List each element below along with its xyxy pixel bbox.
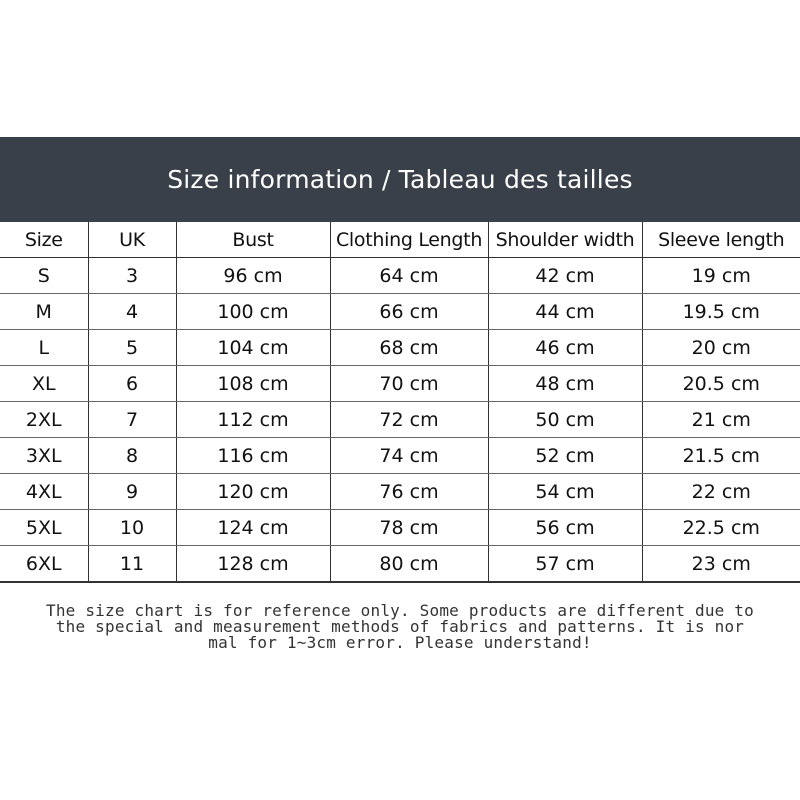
cell-shoulder-width: 42 cm bbox=[488, 258, 642, 294]
cell-size: S bbox=[0, 258, 88, 294]
cell-clothing-length: 76 cm bbox=[330, 474, 488, 510]
table-row bbox=[0, 402, 800, 438]
cell-uk: 4 bbox=[88, 294, 176, 330]
table-row bbox=[0, 330, 800, 366]
title-separator: / bbox=[381, 165, 391, 194]
cell-bust: 108 cm bbox=[176, 366, 330, 402]
cell-shoulder-width: 56 cm bbox=[488, 510, 642, 546]
cell-uk: 9 bbox=[88, 474, 176, 510]
column-header-clothing-length: Clothing Length bbox=[330, 222, 488, 258]
cell-clothing-length: 64 cm bbox=[330, 258, 488, 294]
cell-bust: 104 cm bbox=[176, 330, 330, 366]
cell-bust: 124 cm bbox=[176, 510, 330, 546]
cell-bust: 100 cm bbox=[176, 294, 330, 330]
table-header-row bbox=[0, 222, 800, 258]
cell-shoulder-width: 54 cm bbox=[488, 474, 642, 510]
cell-sleeve-length: 20.5 cm bbox=[642, 366, 800, 402]
cell-shoulder-width: 46 cm bbox=[488, 330, 642, 366]
cell-uk: 10 bbox=[88, 510, 176, 546]
title-english: Size information bbox=[167, 165, 374, 194]
cell-sleeve-length: 19 cm bbox=[642, 258, 800, 294]
column-header-sleeve-length: Sleeve length bbox=[642, 222, 800, 258]
cell-size: 6XL bbox=[0, 546, 88, 583]
column-header-size: Size bbox=[0, 222, 88, 258]
cell-shoulder-width: 50 cm bbox=[488, 402, 642, 438]
cell-clothing-length: 70 cm bbox=[330, 366, 488, 402]
cell-size: M bbox=[0, 294, 88, 330]
title-french: Tableau des tailles bbox=[398, 165, 633, 194]
cell-uk: 7 bbox=[88, 402, 176, 438]
cell-sleeve-length: 22.5 cm bbox=[642, 510, 800, 546]
column-header-shoulder-width: Shoulder width bbox=[488, 222, 642, 258]
cell-uk: 5 bbox=[88, 330, 176, 366]
cell-shoulder-width: 52 cm bbox=[488, 438, 642, 474]
cell-size: L bbox=[0, 330, 88, 366]
cell-uk: 8 bbox=[88, 438, 176, 474]
cell-uk: 11 bbox=[88, 546, 176, 583]
cell-clothing-length: 72 cm bbox=[330, 402, 488, 438]
table-row bbox=[0, 366, 800, 402]
cell-sleeve-length: 23 cm bbox=[642, 546, 800, 583]
table-row bbox=[0, 294, 800, 330]
cell-sleeve-length: 20 cm bbox=[642, 330, 800, 366]
note-line-1: The size chart is for reference only. Some products are different due to bbox=[46, 601, 754, 620]
cell-uk: 6 bbox=[88, 366, 176, 402]
cell-bust: 120 cm bbox=[176, 474, 330, 510]
cell-size: 5XL bbox=[0, 510, 88, 546]
cell-clothing-length: 66 cm bbox=[330, 294, 488, 330]
cell-bust: 112 cm bbox=[176, 402, 330, 438]
cell-clothing-length: 78 cm bbox=[330, 510, 488, 546]
cell-bust: 128 cm bbox=[176, 546, 330, 583]
table-row bbox=[0, 258, 800, 294]
cell-size: 4XL bbox=[0, 474, 88, 510]
page-title bbox=[167, 165, 633, 194]
cell-shoulder-width: 48 cm bbox=[488, 366, 642, 402]
table-row bbox=[0, 474, 800, 510]
cell-shoulder-width: 44 cm bbox=[488, 294, 642, 330]
cell-size: 3XL bbox=[0, 438, 88, 474]
column-header-bust: Bust bbox=[176, 222, 330, 258]
cell-clothing-length: 74 cm bbox=[330, 438, 488, 474]
note-line-2: the special and measurement methods of fabrics and patterns. It is nor bbox=[55, 617, 745, 636]
reference-note bbox=[0, 603, 800, 651]
cell-size: 2XL bbox=[0, 402, 88, 438]
cell-sleeve-length: 22 cm bbox=[642, 474, 800, 510]
cell-shoulder-width: 57 cm bbox=[488, 546, 642, 583]
size-table-container bbox=[0, 222, 800, 583]
cell-uk: 3 bbox=[88, 258, 176, 294]
cell-bust: 116 cm bbox=[176, 438, 330, 474]
table-row bbox=[0, 510, 800, 546]
table-row bbox=[0, 438, 800, 474]
cell-sleeve-length: 19.5 cm bbox=[642, 294, 800, 330]
cell-clothing-length: 80 cm bbox=[330, 546, 488, 583]
table-row bbox=[0, 546, 800, 583]
size-table bbox=[0, 222, 800, 583]
cell-sleeve-length: 21.5 cm bbox=[642, 438, 800, 474]
cell-bust: 96 cm bbox=[176, 258, 330, 294]
cell-size: XL bbox=[0, 366, 88, 402]
cell-clothing-length: 68 cm bbox=[330, 330, 488, 366]
note-line-3: mal for 1~3cm error. Please understand! bbox=[208, 633, 592, 652]
column-header-uk: UK bbox=[88, 222, 176, 258]
cell-sleeve-length: 21 cm bbox=[642, 402, 800, 438]
header-banner bbox=[0, 137, 800, 222]
